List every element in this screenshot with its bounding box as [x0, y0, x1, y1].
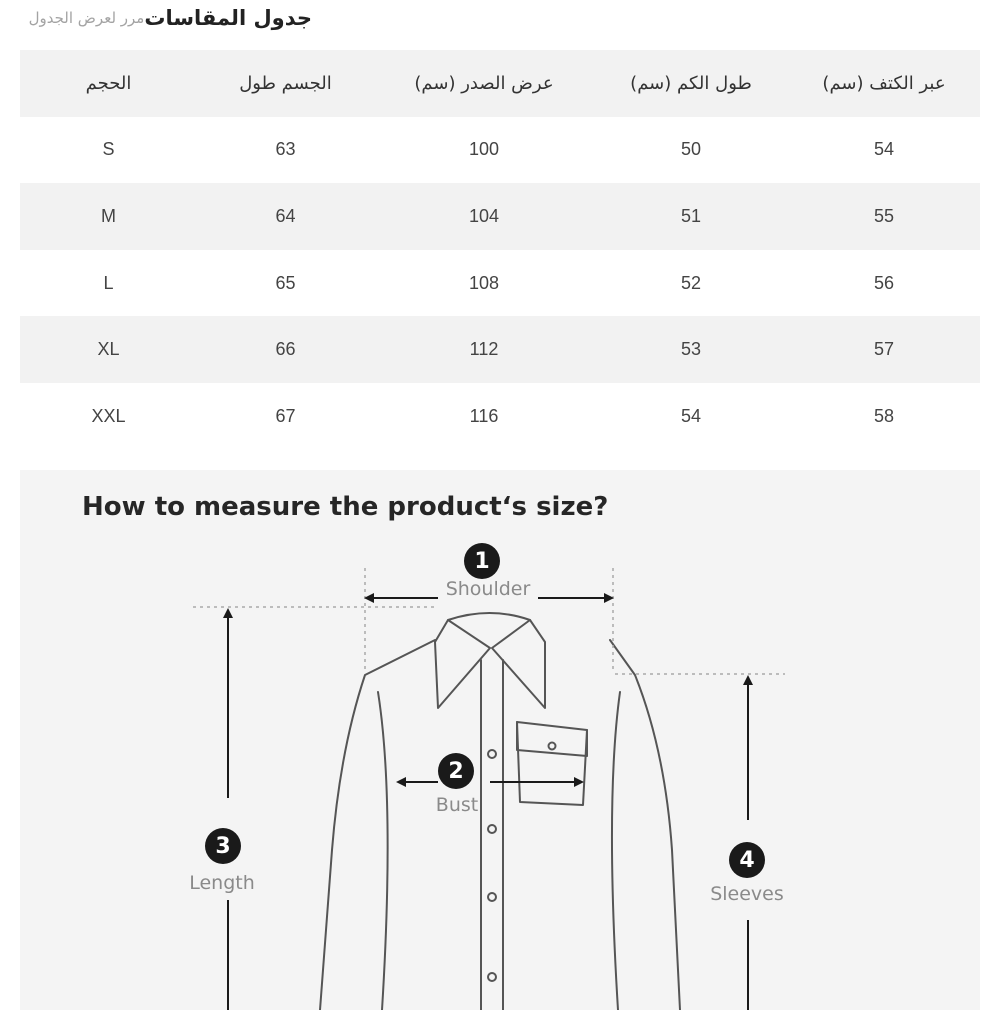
- cell-shoulder-width: 55: [873, 205, 895, 226]
- cell-bust-width: 108: [468, 272, 500, 293]
- cell-sleeve-length: 53: [680, 339, 702, 360]
- cell-shoulder-width: 58: [873, 405, 895, 426]
- cell-shoulder-width: 56: [873, 272, 895, 293]
- table-row: [20, 250, 980, 317]
- sleeves-label: Sleeves: [710, 883, 784, 905]
- header-body-length: الجسم طول: [239, 72, 332, 94]
- cell-sleeve-length: 50: [680, 139, 702, 160]
- shirt-button: [488, 893, 496, 901]
- scroll-hint: مرر لعرض الجدول: [28, 9, 145, 27]
- cell-shoulder-width: 57: [873, 339, 895, 360]
- cell-sleeve-length: 54: [680, 405, 702, 426]
- cell-bust-width: 100: [468, 139, 500, 160]
- bust-number-badge: 2: [438, 753, 474, 789]
- size-chart-title: جدول المقاسات: [144, 6, 312, 30]
- pocket: [517, 722, 587, 805]
- cell-sleeve-length: 52: [680, 272, 702, 293]
- cell-body-length: 64: [275, 205, 296, 226]
- cell-body-length: 63: [275, 139, 296, 160]
- table-row: [20, 117, 980, 184]
- cell-bust-width: 116: [469, 405, 499, 426]
- header-size: الحجم: [85, 72, 132, 94]
- table-header-row: [20, 50, 980, 117]
- header-shoulder-width: (عبر الكتف (سم: [822, 72, 946, 94]
- sleeves-number-badge: 4: [729, 842, 765, 878]
- cell-size: XXL: [91, 405, 126, 426]
- collar-band: [448, 613, 530, 620]
- cell-bust-width: 112: [469, 339, 499, 360]
- length-label: Length: [189, 872, 255, 894]
- shirt-button: [488, 973, 496, 981]
- cell-bust-width: 104: [468, 205, 500, 226]
- cell-size: XL: [97, 339, 120, 360]
- header-sleeve-length: (طول الكم (سم: [630, 72, 752, 94]
- size-table[interactable]: [20, 50, 980, 450]
- shirt-inner-line: [612, 692, 620, 1010]
- header-bust-width: (عرض الصدر (سم: [414, 72, 554, 94]
- pocket-button: [549, 743, 556, 750]
- length-number-badge: 3: [205, 828, 241, 864]
- cell-size: M: [101, 205, 116, 226]
- pocket-flap: [517, 722, 587, 756]
- bust-label: Bust: [435, 794, 479, 816]
- cell-body-length: 66: [275, 339, 296, 360]
- cell-size: L: [103, 272, 114, 293]
- cell-shoulder-width: 54: [873, 139, 895, 160]
- cell-body-length: 65: [275, 272, 296, 293]
- cell-size: S: [102, 139, 115, 160]
- measure-guide-title: How to measure the product‘s size?: [82, 492, 609, 522]
- cell-sleeve-length: 51: [680, 205, 702, 226]
- table-row: [20, 383, 980, 450]
- shirt-button: [488, 750, 496, 758]
- cell-body-length: 67: [275, 405, 296, 426]
- shirt-diagram: [20, 470, 980, 1010]
- shoulder-label: Shoulder: [445, 578, 531, 600]
- shirt-inner-line: [378, 692, 388, 1010]
- shirt-button: [488, 825, 496, 833]
- shirt-outline: [320, 640, 435, 1010]
- shoulder-number-badge: 1: [464, 543, 500, 579]
- table-row: [20, 183, 980, 250]
- table-row: [20, 316, 980, 383]
- measure-guide-panel: [20, 470, 980, 1010]
- placket: [481, 660, 503, 1010]
- collar-right: [492, 620, 545, 708]
- size-chart-heading: [29, 0, 312, 36]
